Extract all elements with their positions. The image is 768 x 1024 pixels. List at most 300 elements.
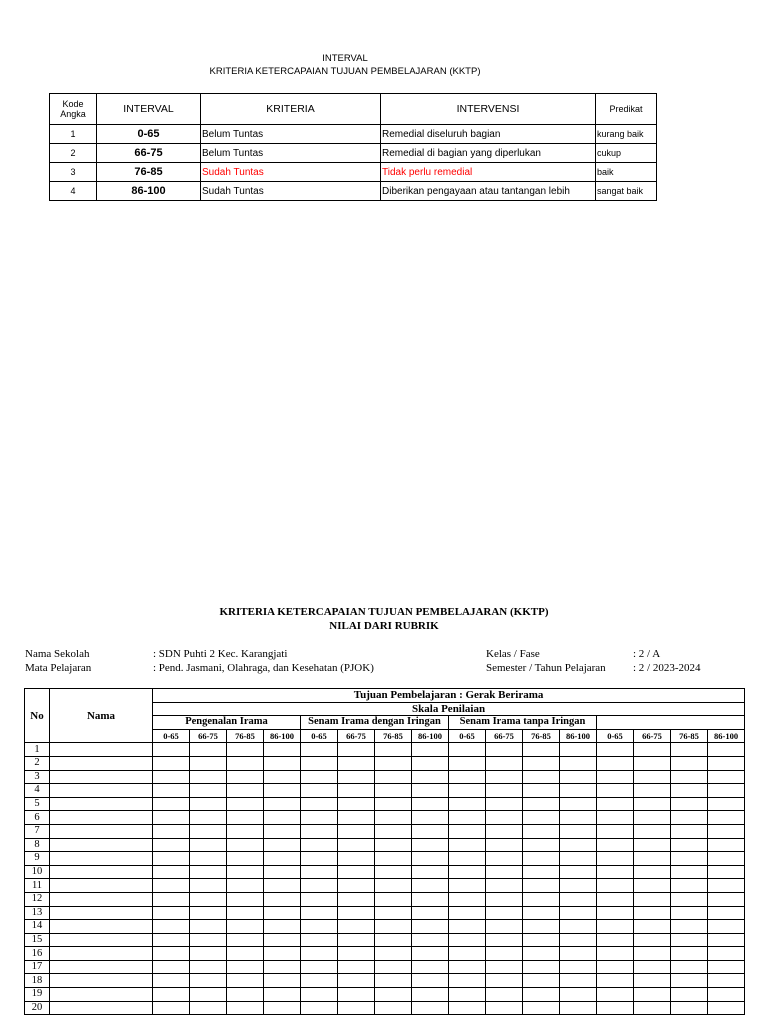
score-cell[interactable]	[486, 933, 523, 947]
score-cell[interactable]	[560, 811, 597, 825]
score-cell[interactable]	[523, 865, 560, 879]
score-cell[interactable]	[634, 892, 671, 906]
score-cell[interactable]	[597, 988, 634, 1002]
score-cell[interactable]	[412, 852, 449, 866]
score-cell[interactable]	[264, 784, 301, 798]
score-cell[interactable]	[486, 784, 523, 798]
score-cell[interactable]	[227, 811, 264, 825]
score-cell[interactable]	[375, 920, 412, 934]
score-cell[interactable]	[412, 920, 449, 934]
score-cell[interactable]	[338, 865, 375, 879]
score-cell[interactable]	[412, 811, 449, 825]
score-cell[interactable]	[264, 947, 301, 961]
score-cell[interactable]	[560, 988, 597, 1002]
score-cell[interactable]	[486, 811, 523, 825]
score-cell[interactable]	[486, 920, 523, 934]
score-cell[interactable]	[486, 906, 523, 920]
score-cell[interactable]	[375, 852, 412, 866]
score-cell[interactable]	[708, 797, 745, 811]
score-cell[interactable]	[412, 756, 449, 770]
score-cell[interactable]	[338, 920, 375, 934]
score-cell[interactable]	[190, 879, 227, 893]
score-cell[interactable]	[671, 988, 708, 1002]
score-cell[interactable]	[338, 770, 375, 784]
score-cell[interactable]	[153, 892, 190, 906]
student-name-cell[interactable]	[50, 756, 153, 770]
score-cell[interactable]	[153, 974, 190, 988]
score-cell[interactable]	[708, 852, 745, 866]
score-cell[interactable]	[375, 784, 412, 798]
student-name-cell[interactable]	[50, 784, 153, 798]
score-cell[interactable]	[190, 920, 227, 934]
score-cell[interactable]	[190, 865, 227, 879]
score-cell[interactable]	[708, 756, 745, 770]
score-cell[interactable]	[634, 743, 671, 757]
score-cell[interactable]	[301, 743, 338, 757]
score-cell[interactable]	[338, 879, 375, 893]
score-cell[interactable]	[560, 920, 597, 934]
score-cell[interactable]	[671, 974, 708, 988]
score-cell[interactable]	[560, 852, 597, 866]
score-cell[interactable]	[449, 933, 486, 947]
score-cell[interactable]	[523, 824, 560, 838]
score-cell[interactable]	[634, 756, 671, 770]
score-cell[interactable]	[597, 811, 634, 825]
score-cell[interactable]	[708, 960, 745, 974]
score-cell[interactable]	[671, 879, 708, 893]
score-cell[interactable]	[486, 947, 523, 961]
score-cell[interactable]	[412, 879, 449, 893]
score-cell[interactable]	[412, 743, 449, 757]
score-cell[interactable]	[560, 1001, 597, 1015]
score-cell[interactable]	[486, 838, 523, 852]
student-name-cell[interactable]	[50, 892, 153, 906]
score-cell[interactable]	[338, 756, 375, 770]
score-cell[interactable]	[708, 811, 745, 825]
score-cell[interactable]	[264, 879, 301, 893]
score-cell[interactable]	[227, 797, 264, 811]
score-cell[interactable]	[375, 797, 412, 811]
score-cell[interactable]	[301, 852, 338, 866]
score-cell[interactable]	[264, 770, 301, 784]
score-cell[interactable]	[523, 933, 560, 947]
score-cell[interactable]	[560, 756, 597, 770]
score-cell[interactable]	[449, 1001, 486, 1015]
score-cell[interactable]	[671, 770, 708, 784]
score-cell[interactable]	[523, 770, 560, 784]
score-cell[interactable]	[634, 933, 671, 947]
score-cell[interactable]	[153, 933, 190, 947]
score-cell[interactable]	[597, 879, 634, 893]
score-cell[interactable]	[560, 784, 597, 798]
score-cell[interactable]	[264, 1001, 301, 1015]
score-cell[interactable]	[523, 960, 560, 974]
student-name-cell[interactable]	[50, 974, 153, 988]
score-cell[interactable]	[375, 892, 412, 906]
score-cell[interactable]	[190, 974, 227, 988]
score-cell[interactable]	[153, 743, 190, 757]
score-cell[interactable]	[375, 947, 412, 961]
score-cell[interactable]	[412, 892, 449, 906]
score-cell[interactable]	[412, 838, 449, 852]
score-cell[interactable]	[560, 838, 597, 852]
score-cell[interactable]	[523, 947, 560, 961]
score-cell[interactable]	[264, 865, 301, 879]
score-cell[interactable]	[486, 974, 523, 988]
student-name-cell[interactable]	[50, 1001, 153, 1015]
score-cell[interactable]	[523, 784, 560, 798]
score-cell[interactable]	[708, 784, 745, 798]
score-cell[interactable]	[375, 988, 412, 1002]
score-cell[interactable]	[375, 865, 412, 879]
score-cell[interactable]	[597, 892, 634, 906]
score-cell[interactable]	[338, 960, 375, 974]
score-cell[interactable]	[671, 960, 708, 974]
student-name-cell[interactable]	[50, 933, 153, 947]
score-cell[interactable]	[634, 906, 671, 920]
score-cell[interactable]	[708, 865, 745, 879]
score-cell[interactable]	[153, 784, 190, 798]
score-cell[interactable]	[560, 824, 597, 838]
score-cell[interactable]	[449, 879, 486, 893]
score-cell[interactable]	[227, 906, 264, 920]
score-cell[interactable]	[449, 797, 486, 811]
score-cell[interactable]	[412, 947, 449, 961]
score-cell[interactable]	[227, 770, 264, 784]
score-cell[interactable]	[338, 933, 375, 947]
score-cell[interactable]	[449, 906, 486, 920]
score-cell[interactable]	[634, 824, 671, 838]
score-cell[interactable]	[449, 988, 486, 1002]
score-cell[interactable]	[264, 906, 301, 920]
score-cell[interactable]	[375, 770, 412, 784]
score-cell[interactable]	[412, 933, 449, 947]
score-cell[interactable]	[227, 879, 264, 893]
score-cell[interactable]	[301, 947, 338, 961]
score-cell[interactable]	[301, 933, 338, 947]
score-cell[interactable]	[338, 906, 375, 920]
score-cell[interactable]	[597, 974, 634, 988]
score-cell[interactable]	[634, 865, 671, 879]
score-cell[interactable]	[560, 865, 597, 879]
score-cell[interactable]	[412, 784, 449, 798]
score-cell[interactable]	[486, 892, 523, 906]
score-cell[interactable]	[486, 1001, 523, 1015]
score-cell[interactable]	[227, 784, 264, 798]
score-cell[interactable]	[449, 756, 486, 770]
score-cell[interactable]	[153, 988, 190, 1002]
student-name-cell[interactable]	[50, 865, 153, 879]
score-cell[interactable]	[449, 865, 486, 879]
student-name-cell[interactable]	[50, 988, 153, 1002]
score-cell[interactable]	[486, 743, 523, 757]
score-cell[interactable]	[375, 824, 412, 838]
score-cell[interactable]	[338, 974, 375, 988]
score-cell[interactable]	[560, 892, 597, 906]
score-cell[interactable]	[560, 906, 597, 920]
student-name-cell[interactable]	[50, 811, 153, 825]
score-cell[interactable]	[560, 947, 597, 961]
score-cell[interactable]	[486, 770, 523, 784]
score-cell[interactable]	[671, 892, 708, 906]
score-cell[interactable]	[634, 784, 671, 798]
score-cell[interactable]	[301, 756, 338, 770]
score-cell[interactable]	[153, 920, 190, 934]
score-cell[interactable]	[190, 811, 227, 825]
score-cell[interactable]	[301, 865, 338, 879]
score-cell[interactable]	[190, 797, 227, 811]
score-cell[interactable]	[634, 852, 671, 866]
score-cell[interactable]	[227, 892, 264, 906]
score-cell[interactable]	[190, 838, 227, 852]
score-cell[interactable]	[412, 770, 449, 784]
score-cell[interactable]	[560, 743, 597, 757]
score-cell[interactable]	[634, 960, 671, 974]
score-cell[interactable]	[486, 824, 523, 838]
score-cell[interactable]	[190, 960, 227, 974]
score-cell[interactable]	[597, 743, 634, 757]
student-name-cell[interactable]	[50, 824, 153, 838]
score-cell[interactable]	[301, 824, 338, 838]
score-cell[interactable]	[301, 892, 338, 906]
score-cell[interactable]	[671, 838, 708, 852]
score-cell[interactable]	[153, 879, 190, 893]
score-cell[interactable]	[671, 933, 708, 947]
score-cell[interactable]	[708, 933, 745, 947]
score-cell[interactable]	[190, 824, 227, 838]
score-cell[interactable]	[301, 811, 338, 825]
score-cell[interactable]	[671, 906, 708, 920]
score-cell[interactable]	[597, 933, 634, 947]
score-cell[interactable]	[227, 852, 264, 866]
score-cell[interactable]	[338, 797, 375, 811]
student-name-cell[interactable]	[50, 770, 153, 784]
score-cell[interactable]	[486, 960, 523, 974]
score-cell[interactable]	[338, 811, 375, 825]
score-cell[interactable]	[412, 974, 449, 988]
score-cell[interactable]	[227, 947, 264, 961]
score-cell[interactable]	[190, 852, 227, 866]
score-cell[interactable]	[708, 1001, 745, 1015]
score-cell[interactable]	[153, 1001, 190, 1015]
score-cell[interactable]	[560, 797, 597, 811]
score-cell[interactable]	[338, 988, 375, 1002]
score-cell[interactable]	[264, 920, 301, 934]
score-cell[interactable]	[190, 906, 227, 920]
score-cell[interactable]	[338, 743, 375, 757]
score-cell[interactable]	[301, 988, 338, 1002]
score-cell[interactable]	[264, 797, 301, 811]
score-cell[interactable]	[227, 933, 264, 947]
score-cell[interactable]	[338, 947, 375, 961]
score-cell[interactable]	[708, 988, 745, 1002]
score-cell[interactable]	[190, 933, 227, 947]
score-cell[interactable]	[190, 743, 227, 757]
score-cell[interactable]	[597, 797, 634, 811]
score-cell[interactable]	[227, 1001, 264, 1015]
score-cell[interactable]	[338, 838, 375, 852]
score-cell[interactable]	[153, 811, 190, 825]
score-cell[interactable]	[375, 974, 412, 988]
score-cell[interactable]	[597, 906, 634, 920]
score-cell[interactable]	[301, 879, 338, 893]
score-cell[interactable]	[708, 906, 745, 920]
score-cell[interactable]	[227, 960, 264, 974]
score-cell[interactable]	[708, 838, 745, 852]
score-cell[interactable]	[301, 906, 338, 920]
score-cell[interactable]	[153, 797, 190, 811]
score-cell[interactable]	[412, 988, 449, 1002]
score-cell[interactable]	[449, 892, 486, 906]
score-cell[interactable]	[449, 824, 486, 838]
score-cell[interactable]	[597, 947, 634, 961]
score-cell[interactable]	[301, 838, 338, 852]
score-cell[interactable]	[375, 811, 412, 825]
score-cell[interactable]	[301, 797, 338, 811]
score-cell[interactable]	[153, 947, 190, 961]
score-cell[interactable]	[671, 947, 708, 961]
score-cell[interactable]	[560, 879, 597, 893]
score-cell[interactable]	[560, 974, 597, 988]
score-cell[interactable]	[671, 784, 708, 798]
score-cell[interactable]	[375, 906, 412, 920]
score-cell[interactable]	[671, 865, 708, 879]
score-cell[interactable]	[708, 947, 745, 961]
score-cell[interactable]	[486, 865, 523, 879]
score-cell[interactable]	[634, 879, 671, 893]
student-name-cell[interactable]	[50, 906, 153, 920]
score-cell[interactable]	[190, 988, 227, 1002]
score-cell[interactable]	[634, 838, 671, 852]
score-cell[interactable]	[190, 947, 227, 961]
score-cell[interactable]	[560, 960, 597, 974]
score-cell[interactable]	[597, 852, 634, 866]
score-cell[interactable]	[338, 892, 375, 906]
score-cell[interactable]	[375, 1001, 412, 1015]
score-cell[interactable]	[301, 960, 338, 974]
score-cell[interactable]	[227, 743, 264, 757]
score-cell[interactable]	[375, 933, 412, 947]
score-cell[interactable]	[264, 743, 301, 757]
score-cell[interactable]	[671, 1001, 708, 1015]
score-cell[interactable]	[338, 852, 375, 866]
score-cell[interactable]	[597, 838, 634, 852]
score-cell[interactable]	[153, 852, 190, 866]
score-cell[interactable]	[264, 988, 301, 1002]
score-cell[interactable]	[449, 811, 486, 825]
score-cell[interactable]	[153, 865, 190, 879]
student-name-cell[interactable]	[50, 797, 153, 811]
score-cell[interactable]	[634, 974, 671, 988]
score-cell[interactable]	[708, 879, 745, 893]
score-cell[interactable]	[227, 865, 264, 879]
score-cell[interactable]	[227, 838, 264, 852]
score-cell[interactable]	[375, 960, 412, 974]
student-name-cell[interactable]	[50, 743, 153, 757]
score-cell[interactable]	[190, 1001, 227, 1015]
score-cell[interactable]	[412, 960, 449, 974]
score-cell[interactable]	[375, 838, 412, 852]
score-cell[interactable]	[486, 879, 523, 893]
score-cell[interactable]	[523, 838, 560, 852]
score-cell[interactable]	[449, 920, 486, 934]
score-cell[interactable]	[264, 824, 301, 838]
score-cell[interactable]	[597, 1001, 634, 1015]
score-cell[interactable]	[301, 1001, 338, 1015]
score-cell[interactable]	[523, 974, 560, 988]
score-cell[interactable]	[597, 770, 634, 784]
score-cell[interactable]	[671, 920, 708, 934]
score-cell[interactable]	[486, 756, 523, 770]
score-cell[interactable]	[560, 770, 597, 784]
score-cell[interactable]	[412, 906, 449, 920]
score-cell[interactable]	[560, 933, 597, 947]
score-cell[interactable]	[634, 811, 671, 825]
score-cell[interactable]	[708, 743, 745, 757]
score-cell[interactable]	[227, 920, 264, 934]
score-cell[interactable]	[523, 988, 560, 1002]
score-cell[interactable]	[190, 756, 227, 770]
student-name-cell[interactable]	[50, 852, 153, 866]
score-cell[interactable]	[153, 960, 190, 974]
score-cell[interactable]	[227, 824, 264, 838]
score-cell[interactable]	[523, 743, 560, 757]
score-cell[interactable]	[375, 743, 412, 757]
score-cell[interactable]	[227, 974, 264, 988]
score-cell[interactable]	[190, 892, 227, 906]
score-cell[interactable]	[449, 974, 486, 988]
score-cell[interactable]	[597, 756, 634, 770]
score-cell[interactable]	[301, 920, 338, 934]
score-cell[interactable]	[301, 770, 338, 784]
score-cell[interactable]	[708, 770, 745, 784]
score-cell[interactable]	[671, 824, 708, 838]
score-cell[interactable]	[523, 879, 560, 893]
score-cell[interactable]	[597, 824, 634, 838]
score-cell[interactable]	[190, 770, 227, 784]
score-cell[interactable]	[264, 960, 301, 974]
score-cell[interactable]	[634, 770, 671, 784]
score-cell[interactable]	[153, 838, 190, 852]
score-cell[interactable]	[449, 852, 486, 866]
score-cell[interactable]	[227, 988, 264, 1002]
student-name-cell[interactable]	[50, 960, 153, 974]
score-cell[interactable]	[338, 824, 375, 838]
score-cell[interactable]	[449, 838, 486, 852]
score-cell[interactable]	[264, 933, 301, 947]
score-cell[interactable]	[412, 824, 449, 838]
score-cell[interactable]	[523, 920, 560, 934]
score-cell[interactable]	[671, 797, 708, 811]
score-cell[interactable]	[671, 852, 708, 866]
score-cell[interactable]	[671, 811, 708, 825]
score-cell[interactable]	[412, 797, 449, 811]
score-cell[interactable]	[634, 988, 671, 1002]
score-cell[interactable]	[708, 892, 745, 906]
score-cell[interactable]	[523, 852, 560, 866]
score-cell[interactable]	[412, 865, 449, 879]
student-name-cell[interactable]	[50, 838, 153, 852]
score-cell[interactable]	[671, 756, 708, 770]
score-cell[interactable]	[523, 756, 560, 770]
score-cell[interactable]	[708, 920, 745, 934]
score-cell[interactable]	[486, 797, 523, 811]
student-name-cell[interactable]	[50, 947, 153, 961]
score-cell[interactable]	[449, 770, 486, 784]
score-cell[interactable]	[634, 1001, 671, 1015]
score-cell[interactable]	[523, 797, 560, 811]
score-cell[interactable]	[153, 756, 190, 770]
